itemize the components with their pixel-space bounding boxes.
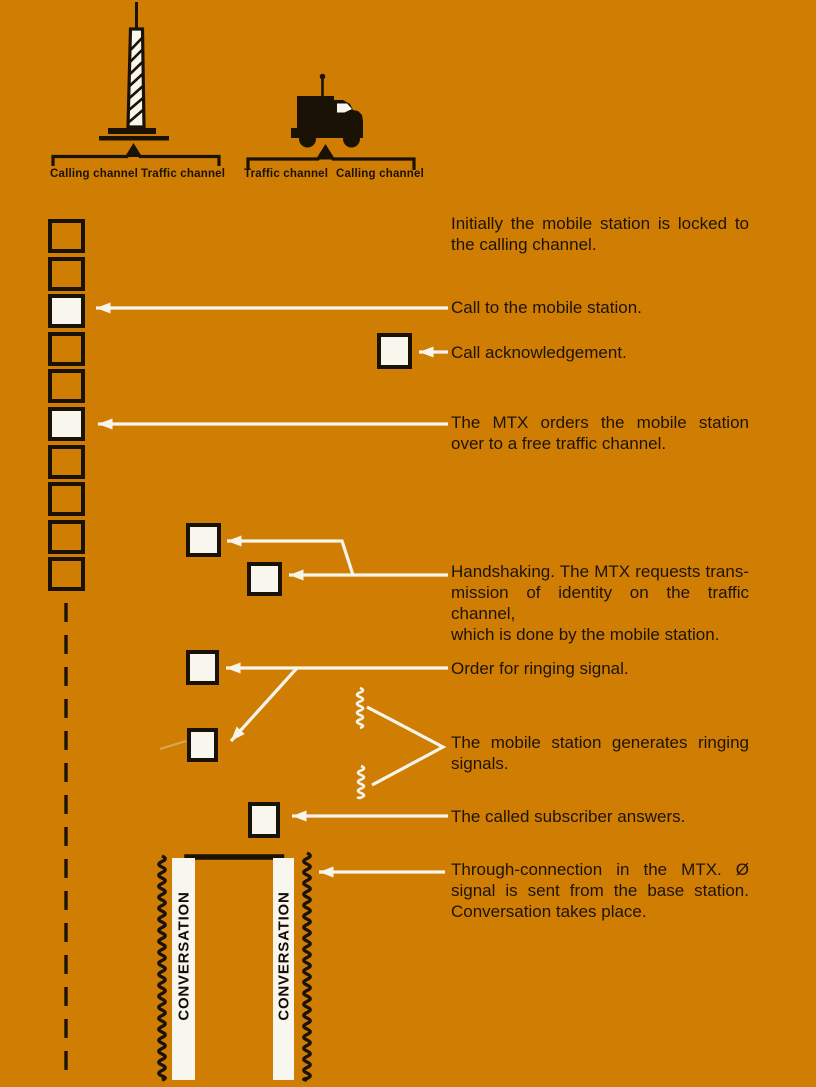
handshake-square-2 bbox=[247, 562, 282, 596]
faint-artifact-line bbox=[160, 741, 186, 749]
mobile-station-bracket-icon bbox=[248, 146, 414, 171]
conversation-left-wave bbox=[159, 856, 165, 1080]
conversation-bracket bbox=[187, 857, 282, 878]
ringing-pointer-lines bbox=[367, 707, 443, 785]
calling-channel-column bbox=[48, 219, 85, 599]
base-calling-channel-label: Calling channel bbox=[50, 168, 138, 180]
ringing-order-square bbox=[186, 650, 219, 685]
message-subscriber-answers: The called subscriber answers. bbox=[451, 807, 686, 826]
mobile-traffic-channel-label: Traffic channel bbox=[244, 168, 329, 180]
channel-slot bbox=[48, 332, 85, 366]
channel-slot bbox=[48, 219, 85, 253]
channel-slot bbox=[48, 557, 85, 591]
mobile-calling-channel-label: Calling channel bbox=[336, 168, 424, 180]
channel-slot bbox=[48, 445, 85, 479]
conversation-right-wave bbox=[304, 853, 310, 1080]
ringing-generate-square bbox=[187, 728, 218, 762]
message-call-to-mobile: Call to the mobile station. bbox=[451, 298, 642, 317]
arrow-ringing-branch bbox=[231, 668, 297, 741]
message-mtx-orders: The MTX orders the mobile station over to a free traffic channel. bbox=[451, 413, 749, 453]
message-order-ringing: Order for ringing signal. bbox=[451, 659, 629, 678]
channel-slot bbox=[48, 369, 85, 403]
conversation-label-left: CONVERSATION bbox=[175, 891, 192, 1021]
channel-slot bbox=[48, 294, 85, 328]
channel-slot bbox=[48, 482, 85, 516]
conversation-label-right: CONVERSATION bbox=[275, 891, 292, 1021]
truck-icon bbox=[291, 74, 363, 148]
channel-slot bbox=[48, 407, 85, 441]
ringing-signal-squiggle-1 bbox=[357, 688, 363, 728]
handshake-square-1 bbox=[186, 523, 221, 557]
message-handshaking: Handshaking. The MTX requests trans- mission of identity on the traffic channel, which is done by the mobile station. bbox=[451, 562, 749, 644]
conversation-bar-right bbox=[273, 858, 294, 1080]
base-traffic-channel-label: Traffic channel bbox=[141, 168, 226, 180]
ringing-signal-squiggle-2 bbox=[358, 766, 364, 798]
base-station-bracket-icon bbox=[53, 145, 219, 167]
message-generates-ringing: The mobile station generates ringing signals. bbox=[451, 733, 749, 773]
subscriber-answer-square bbox=[248, 802, 280, 838]
arrow-handshake-upper bbox=[227, 541, 353, 575]
message-through-connection: Through-connection in the MTX. Ø signal is sent from the base station. Conversation takes place. bbox=[451, 860, 749, 921]
message-initial-lock: Initially the mobile station is locked to the calling channel. bbox=[451, 214, 749, 254]
message-call-ack: Call acknowledgement. bbox=[451, 343, 627, 362]
radio-tower-icon bbox=[99, 2, 169, 141]
call-ack-square bbox=[377, 333, 412, 369]
channel-slot bbox=[48, 257, 85, 291]
conversation-bar-left bbox=[172, 858, 195, 1080]
channel-slot bbox=[48, 520, 85, 554]
